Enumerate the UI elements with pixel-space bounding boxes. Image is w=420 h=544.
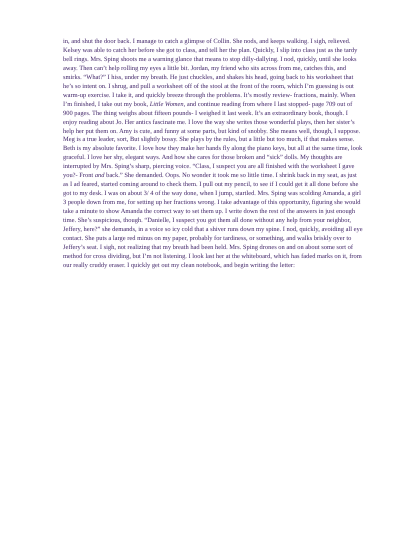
text-segment-2: , and continue reading from where I last stopped- page 709 out of 900 pages. The thing weighs about fifteen pounds- I weighed it last week. It’s an extraordinary book, though. I enjoy reading about Jo. Her antics fascinate me. I love the way she writes those wonderful plays, then her sister’s help her put them on. Amy is cute, and funny at some parts, but kind of snobby. She means well, though, I suppose. Meg is a true leader, sort, But slightly bossy. She plays by the rules, but a little but too much, if that makes sense. Beth is my absolute favorite. I love how they make her hands fly along the piano keys, but all at the same time, look graceful. I love her shy, elegant ways. And how she cares for those broken and “sick” dolls. My thoughts are interrupted by Mrs. Sping’s sharp, piercing voice. “Class, I suspect you are all finished with the worksheet I gave you?- Front [63,100,363,180]
emphasis-and: and [94,172,105,180]
text-segment-3: back.” She demanded. Oops. No wonder it took me so little time. I shrink back in my seat, as just as I ad feared, started coming around to check them. I pull out my pencil, to see if I could get it all done before she got to my desk. I was on about 3/ 4 of the way done, when I jump, startled. Mrs. Sping was scolding Amanda, a girl 3 people down from me, for setting up her fractions wrong. I take advantage of this opportunity, figuring she would take a minute to show Amanda the correct way to set them up. I write down the rest of the answers in just enough time. She’s suspicious, though. “Danielle, I suspect you got them all done without any help from your neighbor, Jeffery, here?” she demands, in a voice so icy cold that a shiver runs down my spine. I nod, quickly, avoiding all eye contact. She puts a large red minus on my paper, probably for tardiness, or something, and walks briskly over to Jeffery’s seat. I sigh, not realizing that my breath had been held. Mrs. Sping drones on and on about some sort of method for cross dividing, but I’m not listening. I look last her at the whiteboard, which has faded marks on it, from our really cruddy eraser. I quickly get out my clean notebook, and begin writing the letter: [63,172,363,269]
book-title: Little Women [149,100,184,108]
body-paragraph [63,38,363,271]
text-segment-1: in, and shut the door back. I manage to catch a glimpse of Collin. She nods, and keeps walking. I sigh, relieved. Kelsey was able to catch her before she got to class, and tell her the plan. Quickly, I slip into class just as the tardy bell rings. Mrs. Sping shoots me a warning glance that means to stop dilly-dallying. I nod, quickly, until she looks away. Then can’t help rolling my eyes a little bit. Jordan, my friend who sits across from me, catches this, and smirks. “What?” I hiss, under my breath. He just chuckles, and shakes his head, going back to his worksheet that he’s so intent on. I shrug, and pull a worksheet off of the stool at the front of the room, which I’m guessing is out warm-up exercise. I take it, and quickly breeze through the problems. It’s mostly review- fractions, mainly. When I’m finished, I take out my book, [63,38,358,108]
